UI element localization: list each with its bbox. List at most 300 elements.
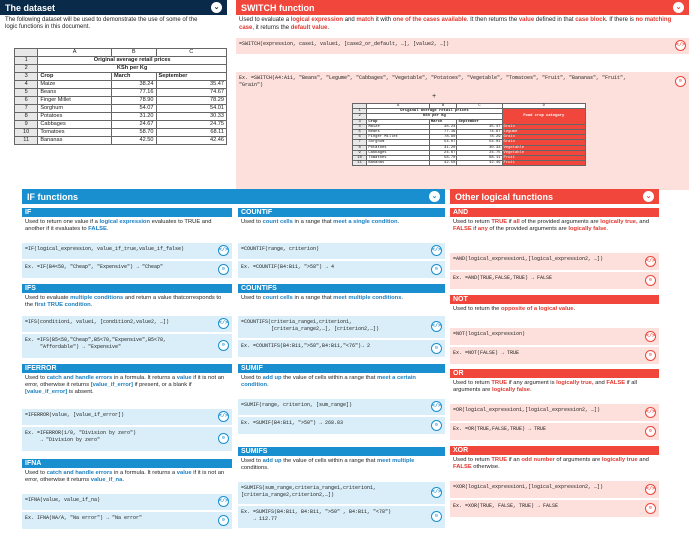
crop-cell: Beans	[367, 130, 430, 135]
desc-highlight: all	[513, 219, 520, 225]
desc-highlight: FALSE	[88, 226, 107, 232]
value-cell: 54.07	[111, 105, 156, 113]
desc-highlight: logically true	[601, 457, 638, 463]
crop-cell: Tomatoes	[38, 129, 112, 137]
countifs-example: Ex. =COUNTIFS(B4:B11,">58",B4:B11,"<76")→ 2	[241, 343, 371, 349]
column-letter: B	[429, 104, 457, 109]
category-cell: Grain	[502, 135, 585, 140]
table-title-cell: Original average retail prices	[367, 109, 502, 114]
desc-highlight: case block	[575, 17, 606, 23]
and-section	[450, 208, 659, 292]
value-cell: 30.33	[156, 113, 226, 121]
desc-highlight: TRUE	[491, 219, 508, 225]
desc-highlight: meet a single condition	[333, 219, 398, 225]
crop-cell: Beans	[38, 89, 112, 97]
chevron-down-icon[interactable]: ⌄	[211, 2, 222, 13]
and-name: AND	[450, 208, 659, 217]
row-number: 11	[15, 137, 38, 145]
code-icon[interactable]: </>	[218, 318, 229, 329]
iferror-name: IFERROR	[22, 364, 232, 373]
code-icon[interactable]: </>	[218, 411, 229, 422]
desc-highlight: multiple conditions	[70, 295, 124, 301]
if-section	[22, 208, 232, 280]
row-number: 9	[15, 121, 38, 129]
switch-title: SWITCH function	[241, 2, 315, 13]
ifs-section	[22, 284, 232, 360]
desc-highlight: meet a certain condition	[241, 375, 416, 388]
or-syntax-box	[450, 404, 659, 421]
desc-text: of arguments are	[554, 457, 602, 463]
row-number: 11	[353, 161, 367, 166]
column-letter: B	[111, 49, 156, 57]
gear-icon[interactable]: ⚙	[645, 426, 656, 437]
crop-cell: Bananas	[367, 161, 430, 166]
desc-highlight: add up	[262, 375, 282, 381]
switch-syntax: =SWITCH(expression, case1, value1, [case2_or_default, …], [value2, …])	[239, 41, 450, 47]
value-cell: 54.07	[429, 140, 457, 145]
or-name: OR	[450, 369, 659, 378]
row-number: 9	[353, 150, 367, 155]
value-cell: 35.47	[156, 81, 226, 89]
countifs-desc	[238, 293, 445, 314]
sumif-example-box	[238, 417, 445, 434]
code-icon[interactable]: </>	[218, 245, 229, 256]
category-cell: Vegetable	[502, 150, 585, 155]
ifs-syntax: =IFS(condition1, value1, [condition2,value2, …])	[25, 319, 170, 325]
sumifs-desc	[238, 456, 445, 480]
code-icon[interactable]: </>	[431, 321, 442, 332]
if-example-box	[22, 261, 232, 278]
row-number: 5	[15, 89, 38, 97]
desc-text: .	[90, 302, 93, 308]
ifs-desc	[22, 293, 232, 314]
ifna-section	[22, 459, 232, 531]
desc-highlight: FALSE	[453, 464, 472, 470]
value-cell: 30.33	[457, 145, 502, 150]
desc-highlight: catch and handle errors	[46, 375, 113, 381]
value-cell: 58.70	[111, 129, 156, 137]
gear-icon[interactable]: ⚙	[431, 511, 442, 522]
desc-text: , it returns the	[252, 24, 291, 31]
desc-text: and	[637, 457, 649, 463]
countif-desc	[238, 217, 445, 241]
row-number: 2	[15, 65, 38, 73]
table-row	[15, 81, 227, 89]
row-number: 6	[15, 97, 38, 105]
ifna-example-box	[22, 512, 232, 529]
desc-highlight: logical expression	[290, 17, 344, 23]
row-number: 4	[15, 81, 38, 89]
desc-highlight: match	[356, 17, 375, 23]
ifs-name: IFS	[22, 284, 232, 293]
value-cell: 42.50	[429, 161, 457, 166]
crop-cell: Cabbages	[38, 121, 112, 129]
ifs-example: Ex. =IFS(B5<50,"Cheap",B5<70,"Expensive",B5<78, "Affordable") → "Expensive"	[25, 337, 167, 350]
desc-text: if an	[507, 457, 522, 463]
crop-cell: Bananas	[38, 137, 112, 145]
desc-text: if it is not an error, otherwise it returns	[25, 470, 225, 483]
column-header: March	[111, 73, 156, 81]
row-number: 3	[15, 73, 38, 81]
desc-text: Used to	[25, 375, 47, 381]
value-cell: 54.01	[457, 140, 502, 145]
desc-text: Used to	[241, 458, 263, 464]
crop-cell: Finger Millet	[38, 97, 112, 105]
if-syntax-box	[22, 243, 232, 259]
crop-cell: Sorghum	[367, 140, 430, 145]
desc-text: the value of cells within a range that	[281, 458, 377, 464]
xor-desc	[450, 455, 659, 479]
or-example-box	[450, 423, 659, 440]
if-example: Ex. =IF(B4<50, "Cheap", "Expensive") → "Cheap"	[25, 264, 164, 270]
desc-text: otherwise.	[471, 464, 500, 470]
code-icon[interactable]: </>	[675, 40, 686, 51]
desc-text: in a formula. It returns a	[112, 470, 177, 476]
sumifs-syntax: =SUMIFS(sum_range,criteria_range1,criterion1, [criteria_range2,criterion2,…])	[241, 485, 377, 498]
table-row	[15, 49, 227, 57]
row-number: 10	[15, 129, 38, 137]
value-cell: 78.29	[457, 135, 502, 140]
desc-highlight: count cells	[262, 295, 293, 301]
desc-text: .	[573, 306, 576, 312]
code-icon[interactable]: </>	[218, 496, 229, 507]
gear-icon[interactable]: ⚙	[218, 433, 229, 444]
iferror-desc	[22, 373, 232, 407]
category-cell: Grain	[502, 124, 585, 129]
desc-highlight: TRUE	[491, 380, 508, 386]
sumif-syntax-box	[238, 399, 445, 415]
chevron-down-icon[interactable]: ⌄	[643, 191, 654, 202]
ifna-name: IFNA	[22, 459, 232, 468]
category-cell: Vegetable	[502, 145, 585, 150]
category-cell: Fruit	[502, 161, 585, 166]
desc-text: Used to return	[453, 219, 492, 225]
sumif-syntax: =SUMIF(range, criterion, [sum_range])	[241, 402, 353, 408]
desc-highlight: no matching case	[239, 17, 672, 31]
value-cell: 58.70	[429, 156, 457, 161]
desc-text: evaluates to TRUE and another if it evaluates to	[25, 219, 212, 232]
countif-example-box	[238, 261, 445, 278]
sumifs-name: SUMIFS	[238, 447, 445, 456]
not-syntax-box	[450, 328, 659, 345]
iferror-syntax-box	[22, 409, 232, 425]
countif-section	[238, 208, 445, 280]
ifs-example-box	[22, 334, 232, 358]
row-number: 10	[353, 156, 367, 161]
and-syntax: =AND(logical_expression1,[logical_expression2, …])	[453, 256, 604, 262]
column-header: September	[156, 73, 226, 81]
value-cell: 31.20	[429, 145, 457, 150]
category-cell: Legume	[502, 130, 585, 135]
row-number: 6	[353, 135, 367, 140]
value-cell: 78.90	[429, 135, 457, 140]
desc-text: Used to return	[453, 457, 492, 463]
dataset-table	[14, 48, 227, 145]
desc-text: it with	[374, 17, 393, 23]
column-header: September	[457, 119, 502, 124]
desc-text: in a formula. It returns a	[112, 375, 177, 381]
dataset-title: The dataset	[5, 2, 56, 13]
desc-text: conditions.	[241, 465, 269, 471]
ifna-syntax: =IFNA(value, value_if_na)	[25, 497, 101, 503]
or-desc	[450, 378, 659, 402]
food-category-header: Food crop category	[502, 109, 585, 125]
desc-highlight: FALSE	[606, 380, 626, 386]
code-icon[interactable]: </>	[431, 487, 442, 498]
value-cell: 78.29	[156, 97, 226, 105]
ifna-desc	[22, 468, 232, 492]
desc-highlight: meet multiple conditions	[333, 295, 402, 301]
desc-text: Used to	[241, 219, 263, 225]
xor-syntax-box	[450, 481, 659, 498]
table-row	[353, 161, 586, 166]
dataset-header	[0, 0, 227, 15]
desc-highlight: first TRUE condition	[34, 302, 91, 308]
table-subtitle-cell: KSh per Kg	[38, 65, 227, 73]
desc-highlight: default value	[290, 24, 328, 31]
other-header	[450, 189, 659, 204]
desc-highlight: any	[477, 226, 488, 232]
desc-text: Used to	[241, 375, 263, 381]
table-row	[15, 89, 227, 97]
code-icon[interactable]: </>	[431, 401, 442, 412]
if-desc	[22, 217, 232, 241]
crop-cell: Potatoes	[38, 113, 112, 121]
value-cell: 77.16	[111, 89, 156, 97]
gear-icon[interactable]: ⚙	[431, 343, 442, 354]
code-icon[interactable]: </>	[645, 256, 656, 267]
table-row	[15, 97, 227, 105]
desc-highlight: logically true,	[556, 380, 594, 386]
value-cell: 74.67	[457, 130, 502, 135]
desc-text: .	[106, 226, 109, 232]
desc-text: is absent.	[67, 389, 94, 395]
value-cell: 24.75	[457, 150, 502, 155]
desc-text: Used to	[25, 470, 47, 476]
or-syntax: =OR(logical_expression1,[logical_expression2, …])	[453, 407, 601, 413]
countifs-syntax-box	[238, 316, 445, 338]
switch-example-box	[236, 72, 689, 190]
desc-text: Used to	[241, 295, 263, 301]
switch-desc	[236, 15, 689, 34]
sumifs-syntax-box	[238, 482, 445, 504]
desc-text: in a range that	[292, 219, 334, 225]
desc-text: .	[122, 477, 124, 483]
table-row	[15, 129, 227, 137]
desc-text: if it is not an error, otherwise it returns	[25, 375, 225, 388]
category-cell: Fruit	[502, 156, 585, 161]
not-example-box	[450, 347, 659, 364]
desc-text: Used to return the	[453, 306, 502, 312]
desc-highlight: one of the cases available	[392, 17, 467, 23]
desc-highlight: logically false	[492, 387, 531, 393]
category-cell: Grain	[502, 140, 585, 145]
desc-highlight: value	[176, 470, 192, 476]
row-number: 7	[15, 105, 38, 113]
value-cell: 68.11	[156, 129, 226, 137]
crop-cell: Tomatoes	[367, 156, 430, 161]
column-letter: C	[457, 104, 502, 109]
desc-highlight: value	[176, 375, 192, 381]
ifna-example: Ex. IFNA(NA/A, "Na error") → "Na error"	[25, 515, 143, 521]
iferror-example: Ex. =IFERROR(1/0, "Division by zero") → "Division by zero"	[25, 430, 137, 443]
chevron-down-icon[interactable]: ⌄	[673, 2, 684, 13]
not-name: NOT	[450, 295, 659, 304]
ifna-syntax-box	[22, 494, 232, 510]
desc-text: if	[507, 219, 514, 225]
desc-text: . If there is	[605, 17, 636, 23]
desc-text: and	[593, 380, 607, 386]
arrow-icon: +	[432, 93, 437, 101]
desc-highlight: value_if_na	[90, 477, 123, 483]
desc-text: .	[267, 382, 269, 388]
desc-text: of the provided arguments are	[487, 226, 569, 232]
code-icon[interactable]: </>	[645, 407, 656, 418]
xor-name: XOR	[450, 446, 659, 455]
crop-cell: Cabbages	[367, 150, 430, 155]
crop-cell: Finger Millet	[367, 135, 430, 140]
gear-icon[interactable]: ⚙	[431, 420, 442, 431]
gear-icon[interactable]: ⚙	[645, 275, 656, 286]
gear-icon[interactable]: ⚙	[218, 264, 229, 275]
desc-highlight: add up	[262, 458, 282, 464]
value-cell: 74.67	[156, 89, 226, 97]
or-section	[450, 369, 659, 441]
sumif-section	[238, 364, 445, 444]
desc-text: Used to evaluate	[25, 295, 71, 301]
desc-highlight: [value_if_error]	[25, 389, 68, 395]
or-example: Ex. =OR(TRUE,FALSE,TRUE) → TRUE	[453, 426, 547, 432]
row-number: 4	[353, 124, 367, 129]
dataset-desc: The following dataset will be used to demonstrate the use of some of the logic functions in this document.	[5, 17, 198, 30]
if-functions-header	[22, 189, 445, 204]
xor-section	[450, 446, 659, 518]
desc-highlight: opposite of a logical value	[501, 306, 574, 312]
not-syntax: =NOT(logical_expression)	[453, 331, 526, 337]
column-letter: D	[502, 104, 585, 109]
gear-icon[interactable]: ⚙	[218, 340, 229, 351]
column-letter: C	[156, 49, 226, 57]
countifs-example-box	[238, 340, 445, 357]
countifs-section	[238, 284, 445, 360]
value-cell: 77.16	[429, 130, 457, 135]
row-number: 5	[353, 130, 367, 135]
and-example: Ex. =AND(TRUE,FALSE,TRUE) → FALSE	[453, 275, 553, 281]
desc-highlight: catch and handle errors	[46, 470, 113, 476]
xor-example: Ex. =XOR(TRUE, FALSE, TRUE) → FALSE	[453, 503, 559, 509]
countif-syntax-box	[238, 243, 445, 259]
desc-text: the value of cells within a range that	[281, 375, 377, 381]
row-number: 8	[353, 145, 367, 150]
sumifs-example-box	[238, 506, 445, 528]
table-row	[15, 105, 227, 113]
gear-icon[interactable]: ⚙	[645, 503, 656, 514]
row-number: 7	[353, 140, 367, 145]
table-row	[15, 65, 227, 73]
if-functions-title: IF functions	[27, 191, 78, 202]
desc-highlight: meet multiple	[376, 458, 415, 464]
desc-text: if present, or a blank if	[132, 382, 192, 388]
row-number: 3	[353, 119, 367, 124]
countifs-syntax: =COUNTIFS(criteria_range1,criterion1, [criteria_range2,…], [criterion2,…])	[241, 319, 380, 332]
countif-name: COUNTIF	[238, 208, 445, 217]
crop-cell: Potatoes	[367, 145, 430, 150]
value-cell: 35.47	[457, 124, 502, 129]
chevron-down-icon[interactable]: ⌄	[429, 191, 440, 202]
table-subtitle-cell: KSh per Kg	[367, 114, 502, 119]
desc-text: .	[530, 387, 532, 393]
desc-text: Used to return	[453, 380, 492, 386]
desc-text: if all arguments are	[453, 380, 637, 393]
gear-icon[interactable]: ⚙	[645, 350, 656, 361]
value-cell: 54.01	[156, 105, 226, 113]
countif-syntax: =COUNTIF(range, criterion)	[241, 246, 320, 252]
value-cell: 38.24	[429, 124, 457, 129]
desc-text: Used to evaluate a	[239, 17, 291, 23]
desc-text: .	[401, 295, 404, 301]
countifs-name: COUNTIFS	[238, 284, 445, 293]
row-number: 8	[15, 113, 38, 121]
value-cell: 31.20	[111, 113, 156, 121]
code-icon[interactable]: </>	[645, 484, 656, 495]
code-icon[interactable]: </>	[431, 245, 442, 256]
desc-text: if any argument is	[507, 380, 557, 386]
code-icon[interactable]: </>	[645, 331, 656, 342]
crop-cell: Maize	[38, 81, 112, 89]
column-header: March	[429, 119, 457, 124]
and-desc	[450, 217, 659, 251]
desc-highlight: logical expression	[99, 219, 151, 225]
corner-cell	[15, 49, 38, 57]
gear-icon[interactable]: ⚙	[431, 264, 442, 275]
desc-highlight: FALSE	[453, 226, 472, 232]
table-title-cell: Original average retail prices	[38, 57, 227, 65]
table-row	[15, 57, 227, 65]
desc-text: and	[637, 219, 649, 225]
sumifs-section	[238, 447, 445, 535]
not-desc	[450, 304, 659, 326]
desc-text: .	[397, 219, 400, 225]
value-cell: 24.67	[111, 121, 156, 129]
table-row	[15, 113, 227, 121]
switch-syntax-box	[236, 38, 689, 54]
desc-text: .	[327, 24, 330, 31]
column-header: Crop	[38, 73, 112, 81]
desc-text: and	[343, 17, 357, 23]
xor-example-box	[450, 500, 659, 517]
switch-example: Ex. =SWITCH(A4:A11, "Beans", "Legume", "Cabbages", "Vegetable", "Potatoes", "Vegetable", "Tomatoes", "Fruit", "Bananas", "Fruit", "Grain")	[239, 75, 627, 88]
gear-icon[interactable]: ⚙	[675, 76, 686, 87]
iferror-syntax: =IFERROR(value, [value_if_error])	[25, 412, 125, 418]
value-cell: 42.46	[156, 137, 226, 145]
iferror-section	[22, 364, 232, 454]
countif-example: Ex. =COUNTIF(B4:B11, ">58") → 4	[241, 264, 335, 270]
desc-text: .	[606, 226, 609, 232]
value-cell: 42.46	[457, 161, 502, 166]
gear-icon[interactable]: ⚙	[218, 515, 229, 526]
sumif-name: SUMIF	[238, 364, 445, 373]
desc-highlight: [value_if_error]	[90, 382, 133, 388]
if-name: IF	[22, 208, 232, 217]
value-cell: 78.90	[111, 97, 156, 105]
value-cell: 68.11	[457, 156, 502, 161]
sumifs-example: Ex. =SUMIFS(B4:B11, B4:B11, ">50" , B4:B11, "<78") → 112.77	[241, 509, 392, 522]
desc-text: Used to return one value if a	[25, 219, 100, 225]
and-syntax-box	[450, 253, 659, 270]
desc-highlight: value	[518, 17, 535, 23]
value-cell: 24.67	[429, 150, 457, 155]
desc-text: of the provided arguments are	[519, 219, 601, 225]
